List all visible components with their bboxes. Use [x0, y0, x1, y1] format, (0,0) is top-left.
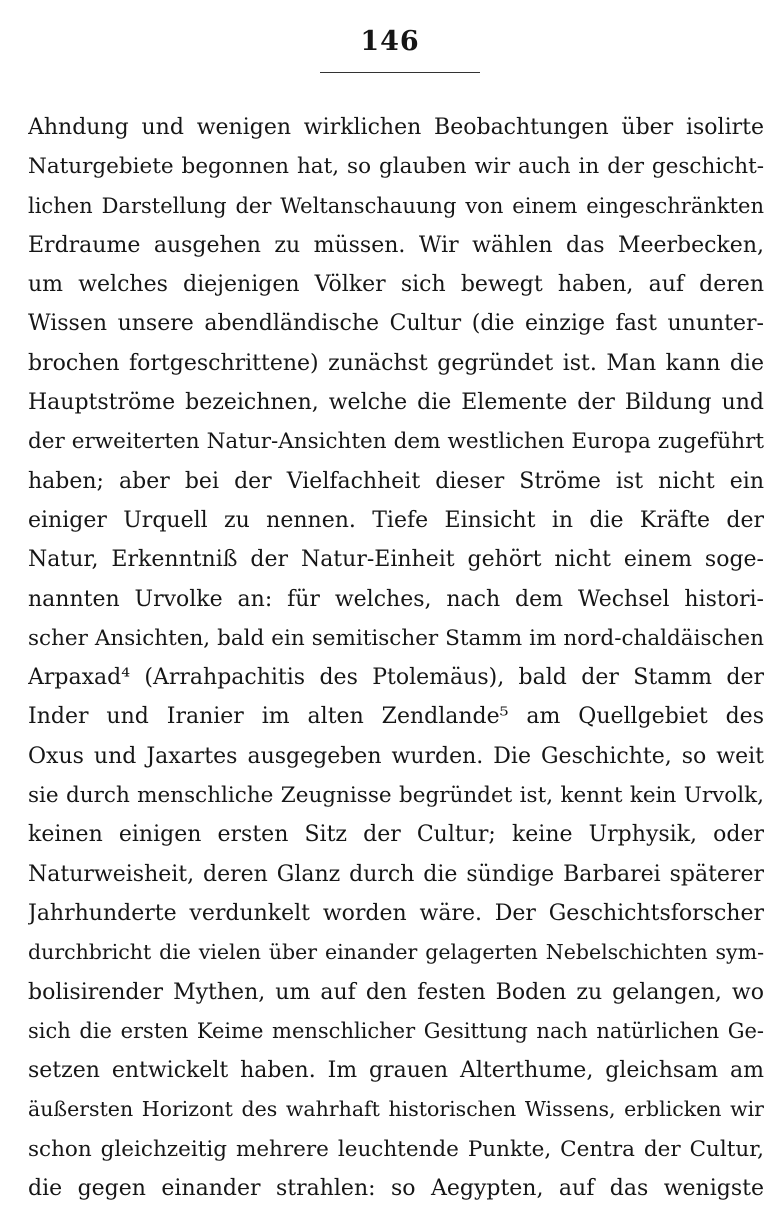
text-line: Naturgebiete begonnen hat, so glauben wir auch in der geschicht-	[28, 154, 764, 180]
text-line: Erdraume ausgehen zu müssen. Wir wählen das Meerbecken,	[28, 232, 764, 258]
text-line: keinen einigen ersten Sitz der Cultur; keine Urphysik, oder	[28, 822, 764, 848]
text-line: setzen entwickelt haben. Im grauen Alterthume, gleichsam am	[28, 1058, 764, 1084]
text-line: scher Ansichten, bald ein semitischer Stamm im nord-chaldäischen	[28, 625, 764, 651]
text-line: Hauptströme bezeichnen, welche die Elemente der Bildung und	[28, 390, 764, 416]
text-line: nannten Urvolke an: für welches, nach dem Wechsel histori-	[28, 586, 764, 612]
page-number: 146	[360, 26, 420, 57]
body-text	[28, 108, 764, 1208]
text-line: einiger Urquell zu nennen. Tiefe Einsicht in die Kräfte der	[28, 507, 764, 533]
text-line: Ahndung und wenigen wirklichen Beobachtungen über isolirte	[28, 115, 764, 140]
text-line: durchbricht die vielen über einander gelagerten Nebelschichten sym-	[28, 940, 764, 965]
text-line: schon gleichzeitig mehrere leuchtende Punkte, Centra der Cultur,	[28, 1136, 764, 1162]
text-line: der erweiterten Natur-Ansichten dem westlichen Europa zugeführt	[28, 429, 764, 455]
header-rule	[320, 72, 480, 73]
text-line: sie durch menschliche Zeugnisse begründet ist, kennt kein Urvolk,	[28, 783, 764, 809]
text-line: Jahrhunderte verdunkelt worden wäre. Der Geschichtsforscher	[28, 900, 764, 926]
text-line: äußersten Horizont des wahrhaft historischen Wissens, erblicken wir	[28, 1097, 764, 1122]
text-line: Oxus und Jaxartes ausgegeben wurden. Die Geschichte, so weit	[28, 743, 764, 769]
text-line: brochen fortgeschrittene) zunächst gegründet ist. Man kann die	[28, 350, 764, 376]
text-line: um welches diejenigen Völker sich bewegt haben, auf deren	[28, 272, 764, 298]
text-line: Arpaxad⁴ (Arrahpachitis des Ptolemäus), bald der Stamm der	[28, 665, 764, 691]
text-line: Inder und Iranier im alten Zendlande⁵ am Quellgebiet des	[28, 704, 764, 730]
text-line: haben; aber bei der Vielfachheit dieser Ströme ist nicht ein	[28, 468, 764, 494]
text-line: Wissen unsere abendländische Cultur (die einzige fast ununter-	[28, 311, 764, 337]
text-line: sich die ersten Keime menschlicher Gesittung nach natürlichen Ge-	[28, 1018, 764, 1043]
text-line: Naturweisheit, deren Glanz durch die sündige Barbarei späterer	[28, 861, 764, 887]
text-line: Natur, Erkenntniß der Natur-Einheit gehört nicht einem soge-	[28, 547, 764, 573]
text-line: bolisirender Mythen, um auf den festen Boden zu gelangen, wo	[28, 979, 764, 1005]
text-line: die gegen einander strahlen: so Aegypten, auf das wenigste	[28, 1176, 764, 1202]
text-line: lichen Darstellung der Weltanschauung von einem eingeschränkten	[28, 193, 764, 218]
